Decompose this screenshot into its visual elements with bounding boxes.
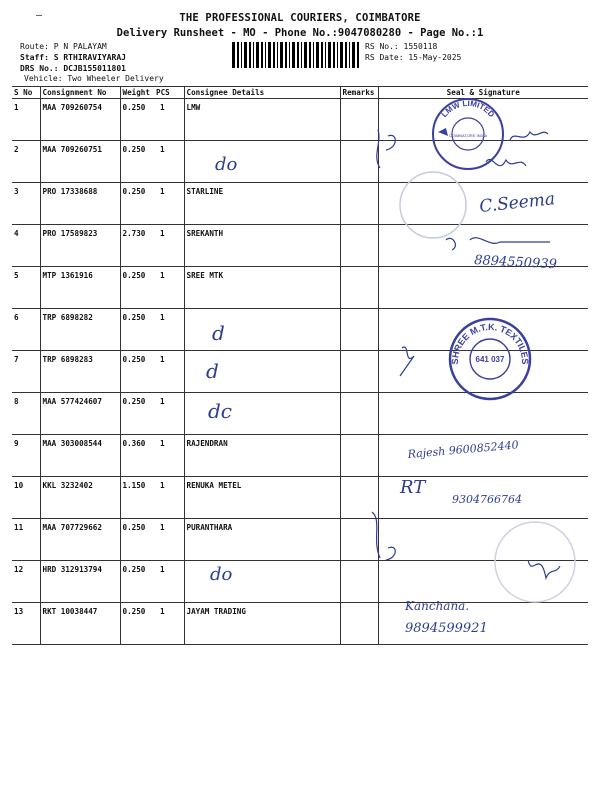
cell-sno: 3	[12, 183, 40, 225]
cell-remarks	[340, 435, 378, 477]
table-row	[12, 99, 588, 141]
cell-consignee	[184, 141, 340, 183]
cell-seal-signature	[378, 519, 588, 561]
cell-remarks	[340, 519, 378, 561]
cell-weight: 2.730	[120, 225, 154, 267]
ditto-6: d	[212, 321, 225, 345]
cell-consignee: LMW	[184, 99, 340, 141]
cell-seal-signature	[378, 267, 588, 309]
cell-weight: 0.250	[120, 141, 154, 183]
barcode-bar	[273, 42, 275, 68]
cell-consignment: PRO 17589823	[40, 225, 120, 267]
cell-remarks	[340, 393, 378, 435]
cell-pcs: 1	[154, 561, 184, 603]
cell-pcs: 1	[154, 141, 184, 183]
barcode-bar	[256, 42, 259, 68]
barcode-bar	[304, 42, 307, 68]
barcode-bar	[244, 42, 247, 68]
cell-pcs: 1	[154, 393, 184, 435]
cell-sno: 8	[12, 393, 40, 435]
table-row	[12, 603, 588, 645]
barcode-bar	[297, 42, 299, 68]
drs-value: DCJB155011801	[63, 64, 126, 73]
cell-weight: 0.250	[120, 603, 154, 645]
col-consignment: Consignment No	[40, 87, 120, 99]
barcode-bar	[349, 42, 350, 68]
cell-remarks	[340, 603, 378, 645]
table-row	[12, 351, 588, 393]
lmw-ring-text: LMW LIMITED	[439, 98, 497, 120]
cell-weight: 0.250	[120, 393, 154, 435]
cell-pcs: 1	[154, 519, 184, 561]
cell-weight: 1.150	[120, 477, 154, 519]
cell-pcs: 1	[154, 351, 184, 393]
ditto-12: do	[210, 564, 233, 585]
cell-seal-signature	[378, 561, 588, 603]
cell-sno: 4	[12, 225, 40, 267]
document-subtitle: Delivery Runsheet - MO - Phone No.:9047080280 - Page No.:1	[116, 27, 484, 39]
cell-consignment: MAA 709260751	[40, 141, 120, 183]
col-pcs: PCS	[154, 87, 184, 99]
table-row	[12, 183, 588, 225]
cell-seal-signature	[378, 183, 588, 225]
cell-seal-signature	[378, 603, 588, 645]
barcode-bar	[357, 42, 359, 68]
cell-seal-signature	[378, 351, 588, 393]
signature-name-3: C.Seema	[478, 189, 556, 217]
vehicle-line: Vehicle: Two Wheeler Delivery	[24, 74, 164, 83]
barcode-bar	[253, 42, 254, 68]
cell-consignee: PURANTHARA	[184, 519, 340, 561]
cell-consignee	[184, 393, 340, 435]
barcode-bar	[313, 42, 314, 68]
document-title: THE PROFESSIONAL COURIERS, COIMBATORE	[179, 12, 421, 24]
col-remarks: Remarks	[340, 87, 378, 99]
cell-consignee	[184, 561, 340, 603]
barcode-bar	[285, 42, 287, 68]
cell-weight: 0.250	[120, 351, 154, 393]
cell-remarks	[340, 561, 378, 603]
cell-pcs: 1	[154, 99, 184, 141]
cell-consignment: RKT 10038447	[40, 603, 120, 645]
rs-no-line: RS No.: 1550118	[365, 42, 438, 51]
route-line: Route: P N PALAYAM	[20, 42, 107, 51]
route-value: P N PALAYAM	[53, 42, 107, 51]
cell-weight: 0.250	[120, 267, 154, 309]
table-row	[12, 477, 588, 519]
barcode-bar	[232, 42, 235, 68]
drs-line: DRS No.: DCJB155011801	[20, 64, 126, 73]
table-row	[12, 435, 588, 477]
table-row	[12, 141, 588, 183]
col-seal-signature: Seal & Signature	[378, 87, 588, 99]
col-weight: Weight	[120, 87, 154, 99]
vehicle-value: Two Wheeler Delivery	[67, 74, 164, 83]
cell-weight: 0.250	[120, 309, 154, 351]
cell-consignment: MTP 1361916	[40, 267, 120, 309]
cell-sno: 9	[12, 435, 40, 477]
rs-date-value: 15-May-2025	[408, 53, 462, 62]
signature-10: RT	[400, 477, 426, 498]
cell-seal-signature	[378, 309, 588, 351]
phone-4: 8894550939	[473, 253, 558, 273]
barcode-bar	[280, 42, 283, 68]
cell-pcs: 1	[154, 603, 184, 645]
cell-seal-signature	[378, 99, 588, 141]
mtk-center-text: 641 037	[475, 355, 505, 364]
cell-consignee: RAJENDRAN	[184, 435, 340, 477]
cell-weight: 0.250	[120, 183, 154, 225]
cell-consignment: MAA 709260754	[40, 99, 120, 141]
barcode-bar	[333, 42, 335, 68]
lmw-center-text: COIMBATORE INDIA	[448, 133, 488, 138]
cell-sno: 6	[12, 309, 40, 351]
cell-remarks	[340, 351, 378, 393]
cell-consignment: TRP 6898283	[40, 351, 120, 393]
cell-seal-signature	[378, 225, 588, 267]
barcode-bar	[265, 42, 266, 68]
cell-sno: 11	[12, 519, 40, 561]
barcode-bar	[292, 42, 295, 68]
barcode-bar	[268, 42, 271, 68]
table-row	[12, 561, 588, 603]
barcode-bar	[328, 42, 331, 68]
cell-remarks	[340, 141, 378, 183]
cell-sno: 12	[12, 561, 40, 603]
cell-remarks	[340, 267, 378, 309]
cell-pcs: 1	[154, 183, 184, 225]
barcode	[232, 42, 360, 68]
cell-consignee: RENUKA METEL	[184, 477, 340, 519]
cell-remarks	[340, 309, 378, 351]
barcode-bar	[352, 42, 355, 68]
cell-consignment: PRO 17338688	[40, 183, 120, 225]
cell-sno: 13	[12, 603, 40, 645]
cell-consignee: SREE MTK	[184, 267, 340, 309]
corner-mark: –	[36, 10, 43, 21]
barcode-bar	[261, 42, 263, 68]
table-row	[12, 267, 588, 309]
cell-pcs: 1	[154, 225, 184, 267]
cell-consignment: MAA 303008544	[40, 435, 120, 477]
ditto-2: do	[215, 154, 238, 175]
staff-line: Staff: S RTHIRAVIYARAJ	[20, 53, 126, 62]
cell-consignee: SREKANTH	[184, 225, 340, 267]
col-sno: S No	[12, 87, 40, 99]
barcode-bar	[316, 42, 319, 68]
barcode-bar	[237, 42, 239, 68]
barcode-bar	[325, 42, 326, 68]
cell-pcs: 1	[154, 267, 184, 309]
cell-consignee: JAYAM TRADING	[184, 603, 340, 645]
ditto-8: dc	[208, 399, 233, 423]
table-header-row	[12, 87, 588, 99]
mtk-ring-text: SHREE M.T.K. TEXTILES	[449, 321, 531, 365]
table-row	[12, 225, 588, 267]
cell-pcs: 1	[154, 435, 184, 477]
barcode-bar	[309, 42, 311, 68]
barcode-bar	[289, 42, 290, 68]
cell-remarks	[340, 225, 378, 267]
cell-seal-signature	[378, 477, 588, 519]
cell-consignee	[184, 309, 340, 351]
signature-phone-9: Rajesh 9600852440	[407, 438, 520, 461]
cell-sno: 2	[12, 141, 40, 183]
table-row	[12, 519, 588, 561]
cell-consignment: MAA 577424607	[40, 393, 120, 435]
cell-pcs: 1	[154, 309, 184, 351]
cell-consignee: STARLINE	[184, 183, 340, 225]
cell-sno: 7	[12, 351, 40, 393]
cell-consignee	[184, 351, 340, 393]
staff-value: S RTHIRAVIYARAJ	[53, 53, 126, 62]
cell-remarks	[340, 183, 378, 225]
cell-consignment: KKL 3232402	[40, 477, 120, 519]
phone-10: 9304766764	[452, 493, 522, 506]
table-row	[12, 309, 588, 351]
name-13: Kanchana.	[405, 599, 470, 613]
cell-remarks	[340, 477, 378, 519]
cell-pcs: 1	[154, 477, 184, 519]
cell-seal-signature	[378, 141, 588, 183]
cell-weight: 0.250	[120, 99, 154, 141]
rs-no-value: 1550118	[403, 42, 438, 51]
barcode-bar	[249, 42, 251, 68]
cell-sno: 5	[12, 267, 40, 309]
cell-weight: 0.250	[120, 519, 154, 561]
runsheet-table	[12, 86, 588, 645]
barcode-bar	[301, 42, 302, 68]
cell-sno: 10	[12, 477, 40, 519]
col-consignee: Consignee Details	[184, 87, 340, 99]
barcode-bar	[241, 42, 242, 68]
cell-remarks	[340, 99, 378, 141]
barcode-bar	[277, 42, 278, 68]
cell-weight: 0.250	[120, 561, 154, 603]
rs-date-line: RS Date: 15-May-2025	[365, 53, 462, 62]
phone-13: 9894599921	[405, 621, 488, 636]
barcode-bar	[345, 42, 347, 68]
barcode-bar	[340, 42, 343, 68]
cell-consignment: MAA 707729662	[40, 519, 120, 561]
cell-consignment: TRP 6898282	[40, 309, 120, 351]
barcode-bar	[337, 42, 338, 68]
cell-consignment: HRD 312913794	[40, 561, 120, 603]
cell-seal-signature	[378, 393, 588, 435]
cell-weight: 0.360	[120, 435, 154, 477]
cell-sno: 1	[12, 99, 40, 141]
ditto-7: d	[206, 359, 219, 383]
cell-seal-signature	[378, 435, 588, 477]
barcode-bar	[321, 42, 323, 68]
table-row	[12, 393, 588, 435]
